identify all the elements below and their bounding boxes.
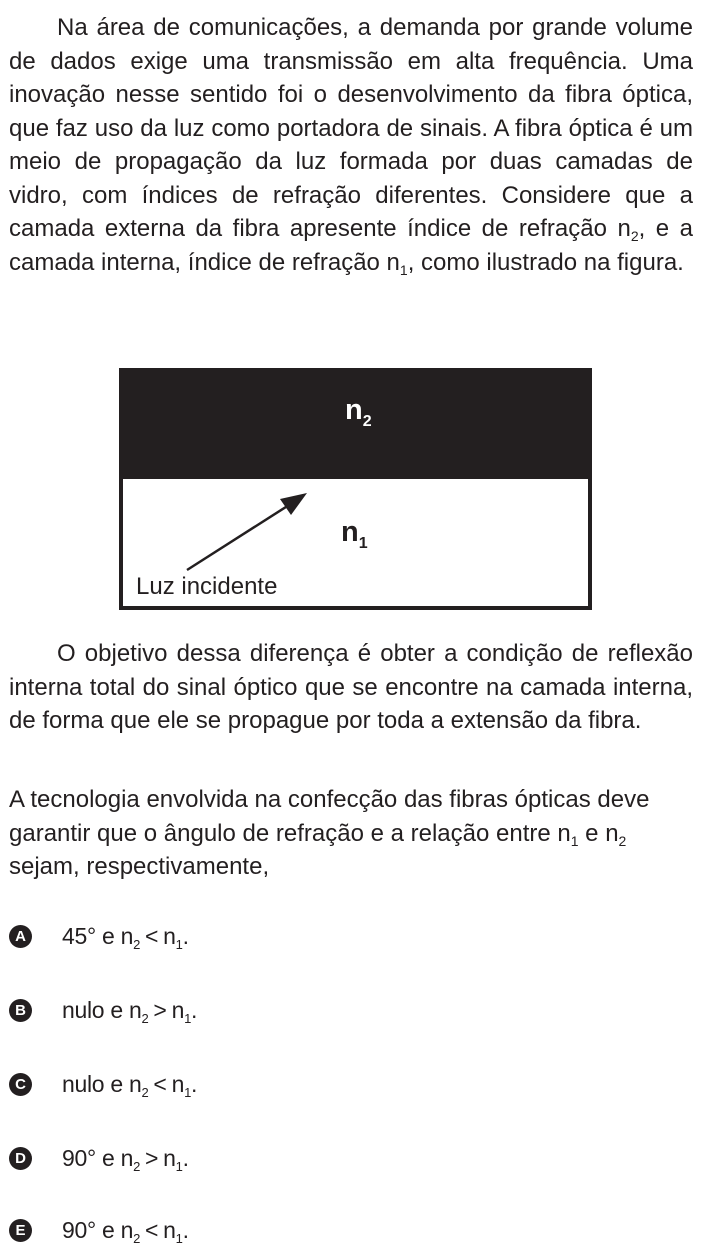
intro-paragraph: Na área de comunicações, a demanda por grande volume de dados exige uma transmissão em alta frequência. Uma inovação nesse sentido foi o desenvolvimento da fibra óptica, que faz uso da luz como portadora de sinais. A fibra óptica é um meio de propagação da luz formada por duas camadas de vidro, com índices de refração diferentes. Considere que a camada externa da fibra apresente índice de refração $n_2$, e a camada interna, índice de refração $n_1$, como ilustrado na figura. xyxy=(9,14,693,278)
outer-layer-label: $n_2$ xyxy=(345,394,372,430)
inner-layer-label: $n_1$ xyxy=(341,516,368,552)
option-text: nulo e $n_2 > n_1$. xyxy=(62,996,198,1026)
objective-paragraph: O objetivo dessa diferença é obter a condição de reflexão interna total do sinal óptico que se encontre na camada interna, de forma que ele se propague por toda a extensão da fibra. xyxy=(9,640,693,734)
option-letter-badge: D xyxy=(9,1147,32,1170)
question-stem: A tecnologia envolvida na confecção das fibras ópticas deve garantir que o ângulo de refração e a relação entre $n_1$ e $n_2$ sejam, respectivamente, xyxy=(9,786,650,880)
option-letter-badge: B xyxy=(9,999,32,1022)
option-b[interactable] xyxy=(9,994,197,1026)
option-e[interactable] xyxy=(9,1214,189,1246)
fiber-optic-figure xyxy=(119,368,592,610)
option-text: 90° e $n_2 < n_1$. xyxy=(62,1216,189,1246)
incident-light-label: Luz incidente xyxy=(136,573,278,600)
option-text: 45° e $n_2 < n_1$. xyxy=(62,922,189,952)
option-letter-badge: E xyxy=(9,1219,32,1242)
option-text: 90° e $n_2 > n_1$. xyxy=(62,1144,189,1174)
option-letter-badge: A xyxy=(9,925,32,948)
option-d[interactable] xyxy=(9,1142,189,1174)
option-a[interactable] xyxy=(9,920,189,952)
option-letter-badge: C xyxy=(9,1073,32,1096)
incident-light-arrow-icon xyxy=(123,372,588,606)
option-c[interactable] xyxy=(9,1068,197,1100)
option-text: nulo e $n_2 < n_1$. xyxy=(62,1070,198,1100)
